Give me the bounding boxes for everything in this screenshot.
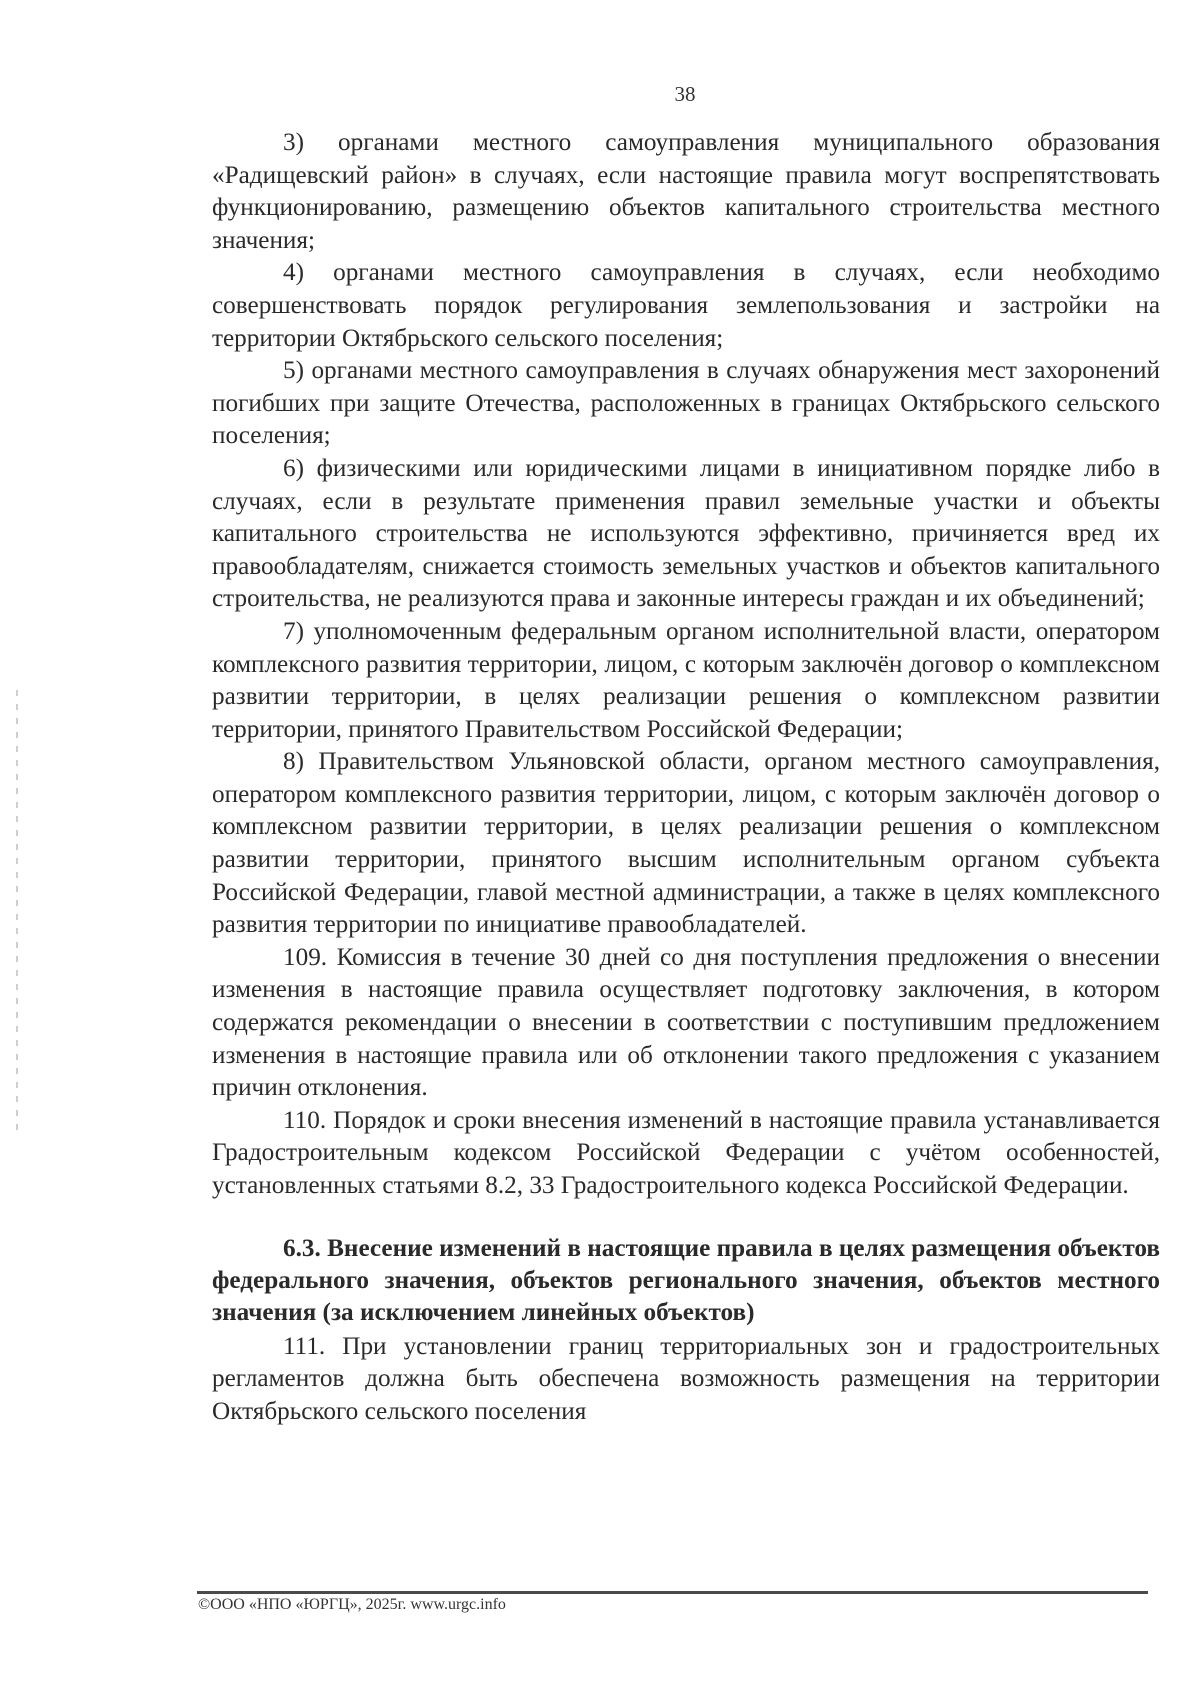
paragraph-item-4: 4) органами местного самоуправления в случаях, если необходимо совершенствовать порядок регулирования землепользования и застройки на территории Октябрьского сельского поселения;	[212, 259, 1160, 352]
paragraph-111: 111. При установлении границ территориальных зон и градостроительных регламентов должна быть обеспечена возможность размещения на территории Октябрьского сельского поселения	[212, 1332, 1160, 1425]
paragraph-item-5: 5) органами местного самоуправления в случаях обнаружения мест захоронений погибших при защите Отечества, расположенных в границах Октябрьского сельского поселения;	[212, 357, 1160, 450]
paragraph-109: 109. Комиссия в течение 30 дней со дня поступления предложения о внесении изменения в настоящие правила осуществляет подготовку заключения, в котором содержатся рекомендации о внесении в соответствии с поступившим предложением изменения в настоящие правила или об отклонении такого предложения с указанием причин отклонения.	[212, 943, 1160, 1102]
paragraph-110: 110. Порядок и сроки внесения изменений в настоящие правила устанавливается Градостроительным кодексом Российской Федерации с учётом особенностей, установленных статьями 8.2, 33 Градостроительного кодекса Российской Федерации.	[212, 1106, 1160, 1199]
paragraph-item-3: 3) органами местного самоуправления муниципального образования «Радищевский район» в случаях, если настоящие правила могут воспрепятствовать функционированию, размещению объектов капитального строительства местного значения;	[212, 129, 1160, 254]
footer-copyright: ©ООО «НПО «ЮРГЦ», 2025г. www.urgc.info	[198, 1596, 506, 1613]
section-heading-6-3: 6.3. Внесение изменений в настоящие правила в целях размещения объектов федерального значения, объектов регионального значения, объектов местного значения (за исключением линейных объектов)	[212, 1234, 1160, 1326]
margin-scan-marks	[16, 690, 18, 1130]
document-body	[212, 127, 1160, 1428]
page-number: 38	[674, 82, 696, 106]
paragraph-item-7: 7) уполномоченным федеральным органом исполнительной власти, оператором комплексного развития территории, лицом, с которым заключён договор о комплексном развитии территории, в целях реализации решения о комплексном развитии территории, принятого Правительством Российской Федерации;	[212, 617, 1160, 743]
paragraph-item-6: 6) физическими или юридическими лицами в инициативном порядке либо в случаях, если в результате применения правил земельные участки и объекты капитального строительства не используются эффективно, причиняется вред их правообладателям, снижается стоимость земельных участков и объектов капитального строительства, не реализуются права и законные интересы граждан и их объединений;	[212, 454, 1160, 613]
paragraph-item-8: 8) Правительством Ульяновской области, органом местного самоуправления, оператором комплексного развития территории, лицом, с которым заключён договор о комплексном развитии территории, в целях реализации решения о комплексном развитии территории, принятого высшим исполнительным органом субъекта Российской Федерации, главой местной администрации, а также в целях комплексного развития территории по инициативе правообладателей.	[212, 748, 1160, 939]
footer-divider	[197, 1591, 1148, 1594]
